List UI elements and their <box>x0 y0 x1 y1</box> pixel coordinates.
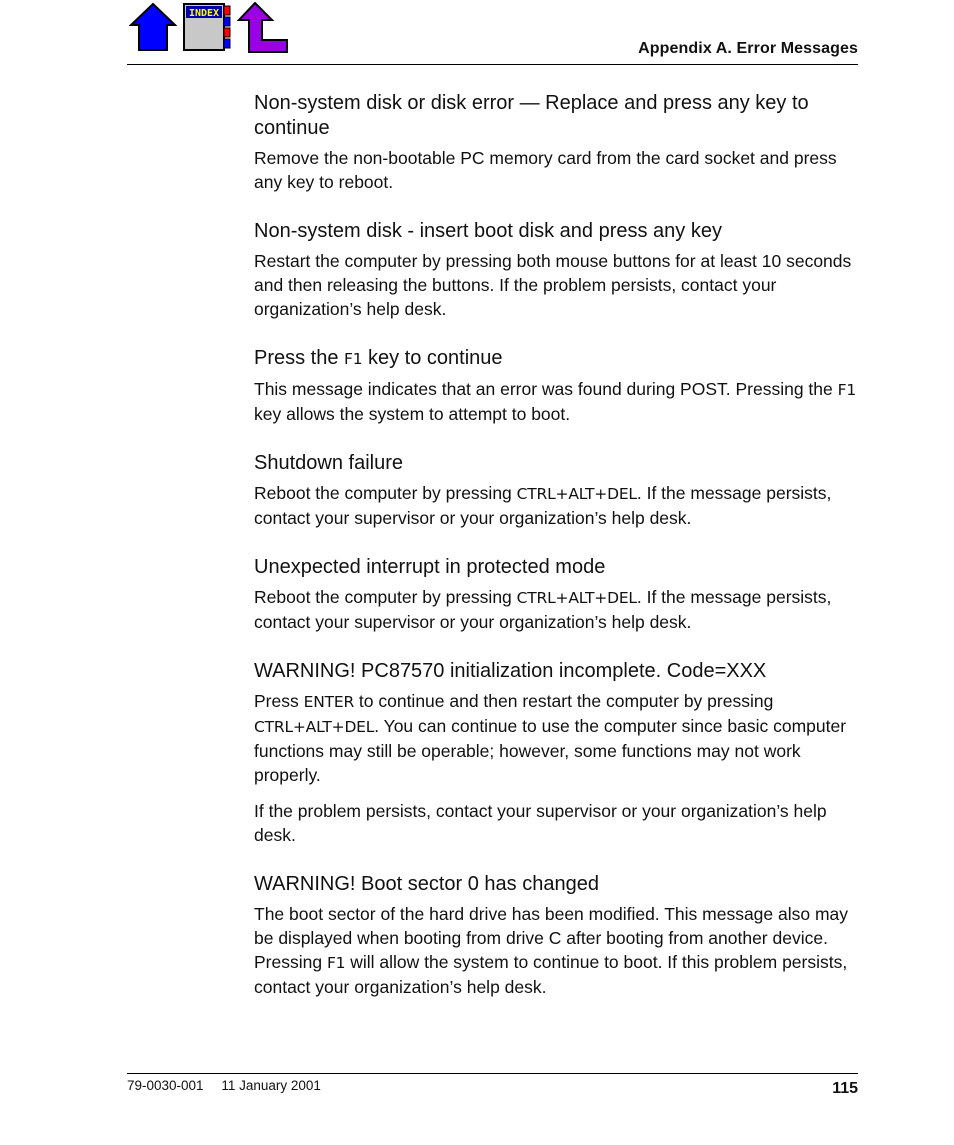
up-button[interactable] <box>237 2 289 54</box>
text-run: Restart the computer by pressing both mouse buttons for at least 10 seconds and then releasing the buttons. If the problem persists, contact your organization’s help desk. <box>254 251 852 319</box>
key-name: CTRL+ALT+DEL <box>516 485 637 503</box>
index-button[interactable] <box>182 2 232 52</box>
error-message-description <box>254 146 858 194</box>
error-entry <box>254 451 858 530</box>
text-run: to continue and then restart the computer by pressing <box>354 691 774 711</box>
error-entry <box>254 659 858 847</box>
key-name: CTRL+ALT+DEL <box>516 589 637 607</box>
error-message-heading: WARNING! PC87570 initialization incomplete. Code=XXX <box>254 660 767 682</box>
error-message-heading: Unexpected interrupt in protected mode <box>254 556 606 578</box>
text-run: Press <box>254 691 304 711</box>
key-name: F1 <box>344 350 363 368</box>
error-message-heading: Shutdown failure <box>254 452 403 474</box>
key-name: F1 <box>326 954 346 972</box>
error-entry <box>254 555 858 634</box>
error-message-description <box>254 377 858 426</box>
index-icon-label: INDEX <box>188 8 220 19</box>
error-message-heading: Non-system disk - insert boot disk and press any key <box>254 220 722 242</box>
home-button[interactable] <box>129 2 177 52</box>
error-message-description <box>254 689 858 787</box>
error-message-description <box>254 249 858 321</box>
error-message-heading <box>254 346 858 372</box>
up-arrow-icon <box>237 2 289 54</box>
key-name: F1 <box>837 381 857 399</box>
error-entry <box>254 872 858 999</box>
text-run: . You can continue to use the computer since basic computer functions may still be operable; however, some functions may not work properly. <box>254 716 847 785</box>
text-run: If the problem persists, contact your supervisor or your organization’s help desk. <box>254 801 827 845</box>
footer-doc-info <box>127 1078 321 1093</box>
key-name: ENTER <box>303 693 355 711</box>
error-message-description <box>254 799 858 847</box>
text-run: Remove the non-bootable PC memory card from the card socket and press any key to reboot. <box>254 148 837 192</box>
error-message-description <box>254 585 858 634</box>
text-run: The boot sector of the hard drive has been modified. This message also may be displayed when booting from drive C after booting from another device. Pressing <box>254 904 849 972</box>
error-entry <box>254 91 858 194</box>
text-run: Reboot the computer by pressing <box>254 483 517 503</box>
error-message-heading: Non-system disk or disk error — Replace and press any key to continue <box>254 92 809 139</box>
error-entry <box>254 219 858 321</box>
footer-rule <box>127 1073 858 1074</box>
header-rule <box>127 64 858 65</box>
page-number: 115 <box>832 1080 858 1097</box>
error-message-heading: WARNING! Boot sector 0 has changed <box>254 873 599 895</box>
text-run: key to continue <box>362 347 503 369</box>
key-name: CTRL+ALT+DEL <box>254 718 375 736</box>
text-run: Reboot the computer by pressing <box>254 587 517 607</box>
text-run: . If the message persists, contact your supervisor or your organization’s help desk. <box>254 587 832 632</box>
text-run: will allow the system to continue to boot. If this problem persists, contact your organization’s help desk. <box>254 952 848 997</box>
error-entry <box>254 346 858 426</box>
text-run: This message indicates that an error was found during POST. Pressing the <box>254 379 838 399</box>
error-message-description <box>254 902 858 999</box>
text-run: key allows the system to attempt to boot. <box>254 404 571 424</box>
index-icon <box>182 2 232 52</box>
page-header-title: Appendix A. Error Messages <box>638 40 858 57</box>
error-message-description <box>254 481 858 530</box>
error-message-list <box>254 91 858 1024</box>
text-run: Press the <box>254 347 345 369</box>
doc-number: 79-0030-001 <box>127 1078 204 1093</box>
home-icon <box>129 2 177 52</box>
doc-date: 11 January 2001 <box>221 1078 321 1093</box>
text-run: . If the message persists, contact your supervisor or your organization’s help desk. <box>254 483 832 528</box>
